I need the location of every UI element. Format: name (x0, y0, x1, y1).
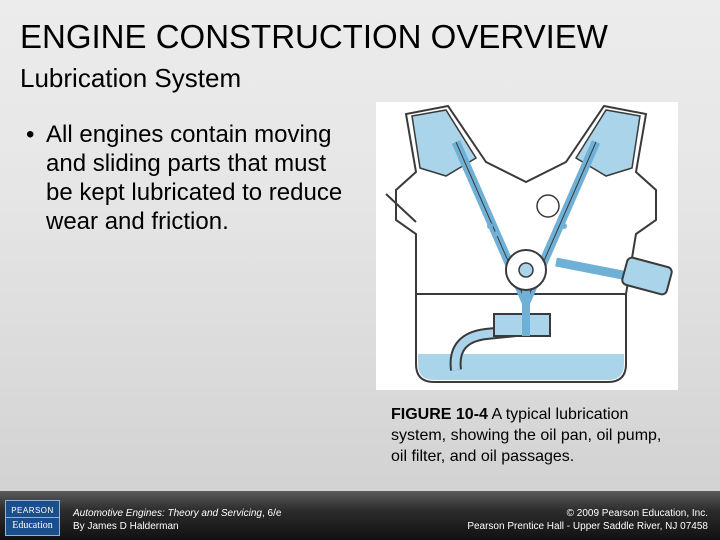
engine-lubrication-illustration (376, 102, 678, 390)
camshaft (537, 195, 559, 217)
logo-top-text: PEARSON (6, 506, 59, 518)
footer-book-info (73, 507, 281, 533)
bullet-text: All engines contain moving and sliding parts that must be kept lubricated to reduce wear and friction. (46, 121, 343, 235)
book-title: Automotive Engines: Theory and Servicing (73, 508, 262, 519)
book-author: By James D Halderman (73, 521, 179, 532)
slide-title: ENGINE CONSTRUCTION OVERVIEW (20, 18, 608, 55)
engine-lubrication-diagram (376, 102, 678, 390)
footer-copyright (467, 507, 708, 533)
slide-subtitle: Lubrication System (20, 63, 242, 93)
pearson-logo (5, 500, 60, 536)
figure-label: FIGURE 10-4 (391, 406, 488, 423)
footer-bar (0, 491, 720, 540)
logo-bottom-text: Education (12, 519, 53, 531)
bullet-point (26, 120, 356, 236)
copyright-line: © 2009 Pearson Education, Inc. (566, 508, 708, 519)
bullet-glyph: • (26, 121, 35, 148)
book-edition: , 6/e (262, 508, 282, 519)
figure-caption (391, 404, 681, 467)
figure-caption-text: A typical lubrication system, showing the oil pan, oil pump, oil filter, and oil passages. (391, 406, 662, 465)
oil-filter (621, 257, 673, 296)
oil-level (418, 354, 624, 380)
publisher-line: Pearson Prentice Hall - Upper Saddle River, NJ 07458 (467, 521, 708, 532)
